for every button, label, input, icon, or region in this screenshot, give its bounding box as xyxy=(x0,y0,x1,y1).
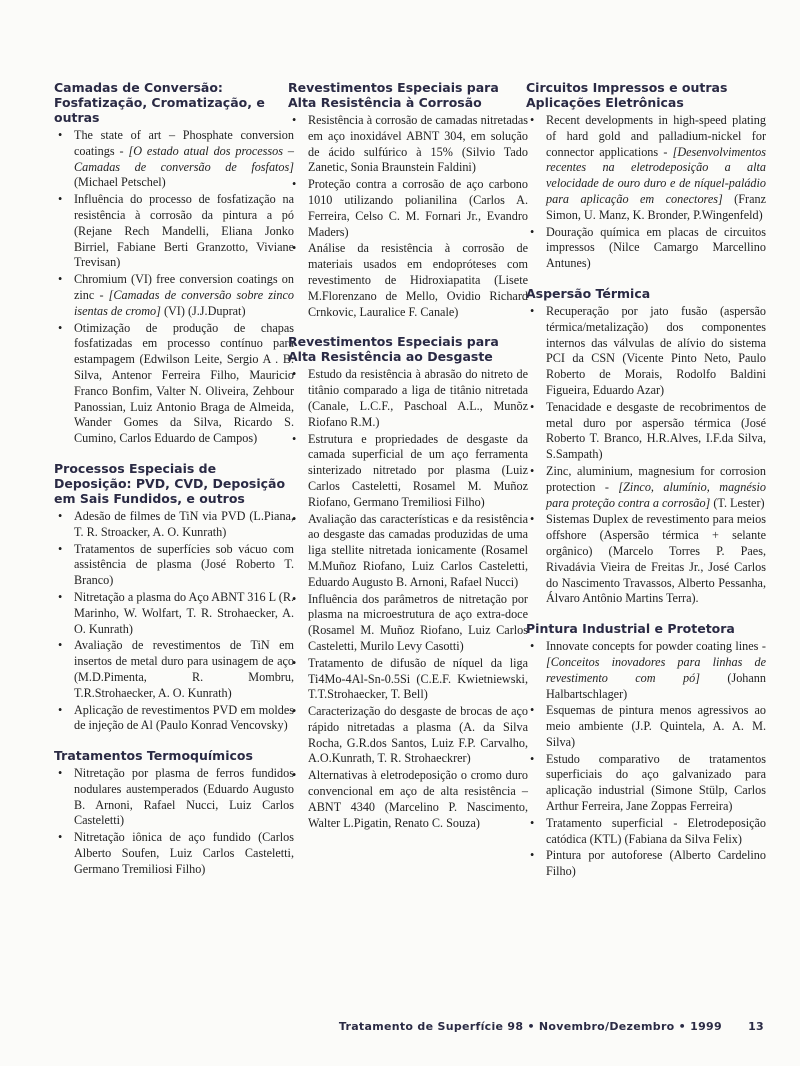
section-heading: Revestimentos Especiais para Alta Resistência ao Desgaste xyxy=(288,334,499,365)
entry-text: Proteção contra a corrosão de aço carbono 1010 utilizando polianilina (Carlos A. Ferreira, Celso C. M. Fornari Jr., Evandro Maders) xyxy=(308,177,528,239)
article-entry xyxy=(526,848,766,880)
entry-text: Tratamento superficial - Eletrodeposição catódica (KTL) (Fabiana da Silva Felix) xyxy=(546,815,766,846)
article-entry xyxy=(526,113,766,224)
article-entry xyxy=(526,816,766,848)
page-number: 13 xyxy=(748,1020,764,1033)
section-heading: Revestimentos Especiais para Alta Resistência à Corrosão xyxy=(288,80,499,110)
section-heading: Tratamentos Termoquímicos xyxy=(54,748,253,764)
article-entry xyxy=(288,432,528,511)
article-section xyxy=(526,621,766,880)
translated-title: [O estado atual dos processos – Camadas de conversão de fosfatos] xyxy=(74,143,294,174)
article-list xyxy=(288,367,528,831)
entry-text: Caracterização do desgaste de brocas de aço rápido nitretadas a plasma (A. da Silva Rocha, G.R.dos Santos, Luiz F.P. Carvalho, A.O.Kunrath, T. R. Strohaeckrer) xyxy=(308,704,528,766)
entry-text: Innovate concepts for powder coating lines - xyxy=(546,639,766,654)
article-entry xyxy=(54,703,294,735)
entry-text: Tratamentos de superfícies sob vácuo com assistência de plasma (José Roberto T. Branco) xyxy=(74,541,294,588)
article-entry xyxy=(288,241,528,320)
article-entry xyxy=(526,752,766,815)
article-entry xyxy=(526,464,766,511)
article-entry xyxy=(526,225,766,272)
article-entry xyxy=(54,766,294,829)
entry-text: Estudo comparativo de tratamentos superficiais do aço galvanizado para aplicação industrial (Simone Stülp, Carlos Arthur Ferreira, Jane Zoppas Ferreira) xyxy=(546,751,766,814)
entry-text: (VI) (J.J.Duprat) xyxy=(160,303,246,318)
section-heading: Processos Especiais de Deposição: PVD, CVD, Deposição em Sais Fundidos, e outros xyxy=(54,460,286,506)
article-entry xyxy=(526,512,766,607)
article-entry xyxy=(54,272,294,319)
entry-text: Alternativas à eletrodeposição o cromo duro convencional em aço de alta resistência – ABNT 4340 (Marcelino P. Nascimento, Walter L.Pigatin, Renato C. Souza) xyxy=(308,768,528,830)
entry-text: Nitretação iônica de aço fundido (Carlos Alberto Soufen, Luiz Carlos Casteletti, Germano Tremiliosi Filho) xyxy=(74,830,294,876)
entry-text: Zinc, aluminium, magnesium for corrosion protection - xyxy=(546,463,766,494)
article-entry xyxy=(526,400,766,463)
entry-text: Avaliação de revestimentos de TiN em insertos de metal duro para usinagem de aço (M.D.Pimenta, R. Mombru, T.R.Strohaecker, A. O. Kunrath) xyxy=(74,638,294,700)
article-entry xyxy=(54,830,294,877)
entry-text: Pintura por autoforese (Alberto Cardelino Filho) xyxy=(546,848,766,879)
section-heading: Aspersão Térmica xyxy=(526,285,651,301)
article-entry xyxy=(288,113,528,176)
page-footer xyxy=(0,1020,764,1033)
column-middle xyxy=(288,80,528,845)
entry-text: Influência dos parâmetros de nitretação por plasma na microestrutura de aço extra-doce (Rosamel M. Muñoz Riofano, Luiz Carlos Casteletti, Murilo Levy Casotti) xyxy=(308,591,528,653)
article-list xyxy=(288,113,528,320)
article-list xyxy=(526,113,766,272)
article-entry xyxy=(54,542,294,589)
article-entry xyxy=(288,367,528,430)
article-entry xyxy=(288,512,528,591)
article-entry xyxy=(54,192,294,271)
article-list xyxy=(54,128,294,447)
article-entry xyxy=(288,768,528,831)
article-entry xyxy=(288,656,528,703)
entry-text: Esquemas de pintura menos agressivos ao meio ambiente (J.P. Quintela, A. A. M. Silva) xyxy=(546,703,766,749)
article-list xyxy=(54,766,294,878)
entry-text: Aplicação de revestimentos PVD em moldes de injeção de Al (Paulo Konrad Vencovsky) xyxy=(74,702,294,733)
entry-text: (Michael Petschel) xyxy=(74,175,166,190)
entry-text: Douração química em placas de circuitos impressos (Nilce Camargo Marcellino Antunes) xyxy=(546,224,766,271)
entry-text: Influência do processo de fosfatização na resistência à corrosão da pintura a pó (Rejane Rech Mandelli, Eliana Jonko Birriel, Fabiane Berti Granzotto, Viviane Trevisan) xyxy=(74,192,294,270)
article-list xyxy=(54,509,294,734)
entry-text: Nitretação por plasma de ferros fundidos nodulares austemperados (Eduardo Augusto B. Arnoni, Rafael Nucci, Luiz Carlos Casteletti) xyxy=(74,766,294,828)
article-entry xyxy=(54,590,294,637)
entry-text: Resistência à corrosão de camadas nitretadas em aço inoxidável ABNT 304, em solução de ácido sulfúrico à 15% (Silvio Tado Zanetic, Sonia Braunstein Faldini) xyxy=(308,113,528,175)
article-entry xyxy=(54,321,294,447)
article-section xyxy=(54,80,294,447)
article-section xyxy=(288,334,528,831)
entry-text: Tratamento de difusão de níquel da liga Ti4Mo-4Al-Sn-0.5Si (C.E.F. Kwietniewski, T.T.Strohaecker, T. Bell) xyxy=(308,655,528,702)
article-section xyxy=(526,80,766,272)
article-entry xyxy=(526,703,766,750)
section-heading: Camadas de Conversão: Fosfatização, Cromatização, e outras xyxy=(54,80,265,125)
article-entry xyxy=(288,704,528,767)
article-section xyxy=(526,286,766,607)
article-entry xyxy=(54,128,294,191)
translated-title: [Zinco, alumínio, magnésio para proteção contra a corrosão] xyxy=(546,479,766,510)
article-entry xyxy=(526,639,766,702)
footer-journal: Tratamento de Superfície 98 • Novembro/Dezembro • 1999 xyxy=(338,1020,722,1033)
entry-text: Estudo da resistência à abrasão do nitreto de titânio comparado a liga de titânio nitretada (Canale, L.C.F., Paschoal A.L., Munõz Riofano R.M.) xyxy=(308,367,528,429)
translated-title: [Camadas de conversão sobre zinco isentas de cromo] xyxy=(74,287,294,318)
entry-text: (Johann Halbartschlager) xyxy=(546,670,766,701)
article-entry xyxy=(526,304,766,399)
entry-text: The state of art – Phosphate conversion coatings - xyxy=(74,128,294,158)
entry-text: Sistemas Duplex de revestimento para meios offshore (Aspersão térmica + selante orgânico) (Marcelo Torres P. Paes, Rivadávia Vieira de Freitas Jr., José Carlos do Nascimento Travassos, Alberto Pessanha, Álvaro Antônio Martins Terra). xyxy=(546,512,766,606)
entry-text: (T. Lester) xyxy=(710,495,765,510)
entry-text: Adesão de filmes de TiN via PVD (L.Piana, T. R. Stroacker, A. O. Kunrath) xyxy=(74,508,294,539)
translated-title: [Desenvolvimentos recentes na eletrodeposição a alta velocidade de ouro duro e de níquel-paládio para aplicação em conectores] xyxy=(546,144,766,206)
column-left xyxy=(54,80,294,892)
entry-text: Recent developments in high-speed plating of hard gold and palladium-nickel for connector applications - xyxy=(546,113,766,159)
section-heading: Circuitos Impressos e outras Aplicações Eletrônicas xyxy=(526,80,728,110)
article-list xyxy=(526,639,766,880)
entry-text: Nitretação a plasma do Aço ABNT 316 L (R. Marinho, W. Wolfart, T. R. Strohaecker, A. O. Kunrath) xyxy=(74,589,294,636)
entry-text: Avaliação das características e da resistência ao desgaste das camadas produzidas de uma liga stellite nitretada ionicamente (Rosamel M.Muñoz Riofano, Luiz Carlos Casteletti, Eduardo Augusto B. Arnoni, Rafael Nucci) xyxy=(308,511,528,589)
article-entry xyxy=(288,177,528,240)
entry-text: Otimização de produção de chapas fosfatizadas em processo contínuo para estampagem (Edwilson Leite, Sergio A . B. Silva, Antenor Ferreira Filho, Mauricio Franco Bonfim, Valter N. Oliveira, Zehbour Panossian, Luiz Antonio Braga de Almeida, Wander Gomes da Silva, Ricardo S. Cumino, Carlos Eduardo de Campos) xyxy=(74,320,294,446)
article-section xyxy=(54,461,294,734)
article-entry xyxy=(54,638,294,701)
entry-text: (Franz Simon, U. Manz, K. Bronder, P.Wingenfeld) xyxy=(546,191,766,222)
entry-text: Estrutura e propriedades de desgaste da camada superficial de um aço ferramenta sinterizado nitretado por plasma (Luiz Carlos Casteletti, Rosamel M. Muñoz Riofano, Germano Tremiliosi Filho) xyxy=(308,431,528,509)
entry-text: Tenacidade e desgaste de recobrimentos de metal duro por aspersão térmica (José Roberto T. Branco, H.R.Alves, I.F.da Silva, S.Sampath) xyxy=(546,399,766,462)
article-entry xyxy=(54,509,294,541)
entry-text: Recuperação por jato fusão (aspersão térmica/metalização) dos componentes internos das válvulas de alívio do sistema PCI da CSN (Vicente Pinto Neto, Paulo Roberto de Morais, Rodolfo Baldini Figueira, Eduardo Azar) xyxy=(546,303,766,397)
section-heading: Pintura Industrial e Protetora xyxy=(526,621,735,637)
article-section xyxy=(288,80,528,320)
article-entry xyxy=(288,592,528,655)
column-right xyxy=(526,80,766,894)
entry-text: Análise da resistência à corrosão de materiais usados em endopróteses com revestimento de Hidroxiapatita (Lisete M.Florenzano de Mello, Ovidio Richard Crnkovic, Lauralice F. Canale) xyxy=(308,241,528,319)
entry-text: Chromium (VI) free conversion coatings on zinc - xyxy=(74,272,294,302)
translated-title: [Conceitos inovadores para linhas de revestimento com pó] xyxy=(546,654,766,685)
article-section xyxy=(54,748,294,878)
article-list xyxy=(526,304,766,607)
